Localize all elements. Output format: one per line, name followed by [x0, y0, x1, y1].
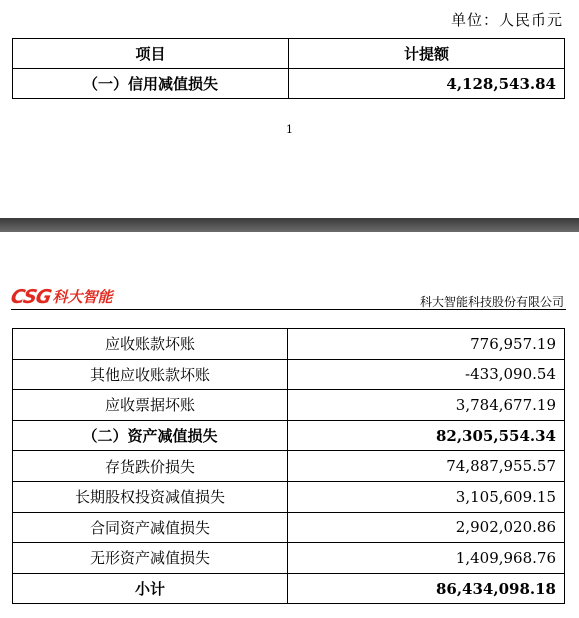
- row-item: 长期股权投资减值损失: [13, 481, 288, 512]
- company-logo: [11, 287, 113, 307]
- page-separator: [0, 218, 579, 232]
- column-header-item: 项目: [13, 39, 289, 69]
- company-name: 科大智能科技股份有限公司: [419, 295, 564, 309]
- logo-text: 科大智能: [52, 288, 113, 306]
- row-amount: 776,957.19: [288, 329, 565, 360]
- row-item: 合同资产减值损失: [13, 512, 288, 543]
- top-table: [12, 38, 565, 99]
- table-row: [13, 451, 565, 482]
- table-row: [13, 481, 565, 512]
- row-item: （一）信用减值损失: [13, 69, 289, 99]
- table-row: [13, 512, 565, 543]
- page-one: [0, 0, 579, 218]
- page-number: 1: [286, 123, 293, 136]
- row-amount: 3,105,609.15: [288, 481, 565, 512]
- impairment-table: [12, 328, 565, 604]
- table-header-row: [13, 39, 565, 69]
- row-item: 无形资产减值损失: [13, 543, 288, 574]
- table-row: [13, 573, 565, 604]
- row-amount: 3,784,677.19: [288, 390, 565, 421]
- row-amount: 82,305,554.34: [288, 420, 565, 451]
- row-item: 小计: [13, 573, 288, 604]
- row-item: 存货跌价损失: [13, 451, 288, 482]
- row-amount: 74,887,955.57: [288, 451, 565, 482]
- logo-mark: CSG: [9, 286, 53, 308]
- row-amount: 1,409,968.76: [288, 543, 565, 574]
- column-header-amount: 计提额: [289, 39, 565, 69]
- row-item: 其他应收账款坏账: [13, 359, 288, 390]
- row-item: 应收票据坏账: [13, 390, 288, 421]
- header-divider: [11, 309, 566, 310]
- row-amount: 2,902,020.86: [288, 512, 565, 543]
- table-row: [13, 543, 565, 574]
- unit-label: 单位：人民币元: [450, 11, 563, 29]
- row-item: 应收账款坏账: [13, 329, 288, 360]
- row-amount: 4,128,543.84: [289, 69, 565, 99]
- row-amount: -433,090.54: [288, 359, 565, 390]
- table-row: [13, 359, 565, 390]
- table-row: [13, 420, 565, 451]
- row-amount: 86,434,098.18: [288, 573, 565, 604]
- table-row: [13, 329, 565, 360]
- table-row: [13, 390, 565, 421]
- table-row: [13, 69, 565, 99]
- row-item: （二）资产减值损失: [13, 420, 288, 451]
